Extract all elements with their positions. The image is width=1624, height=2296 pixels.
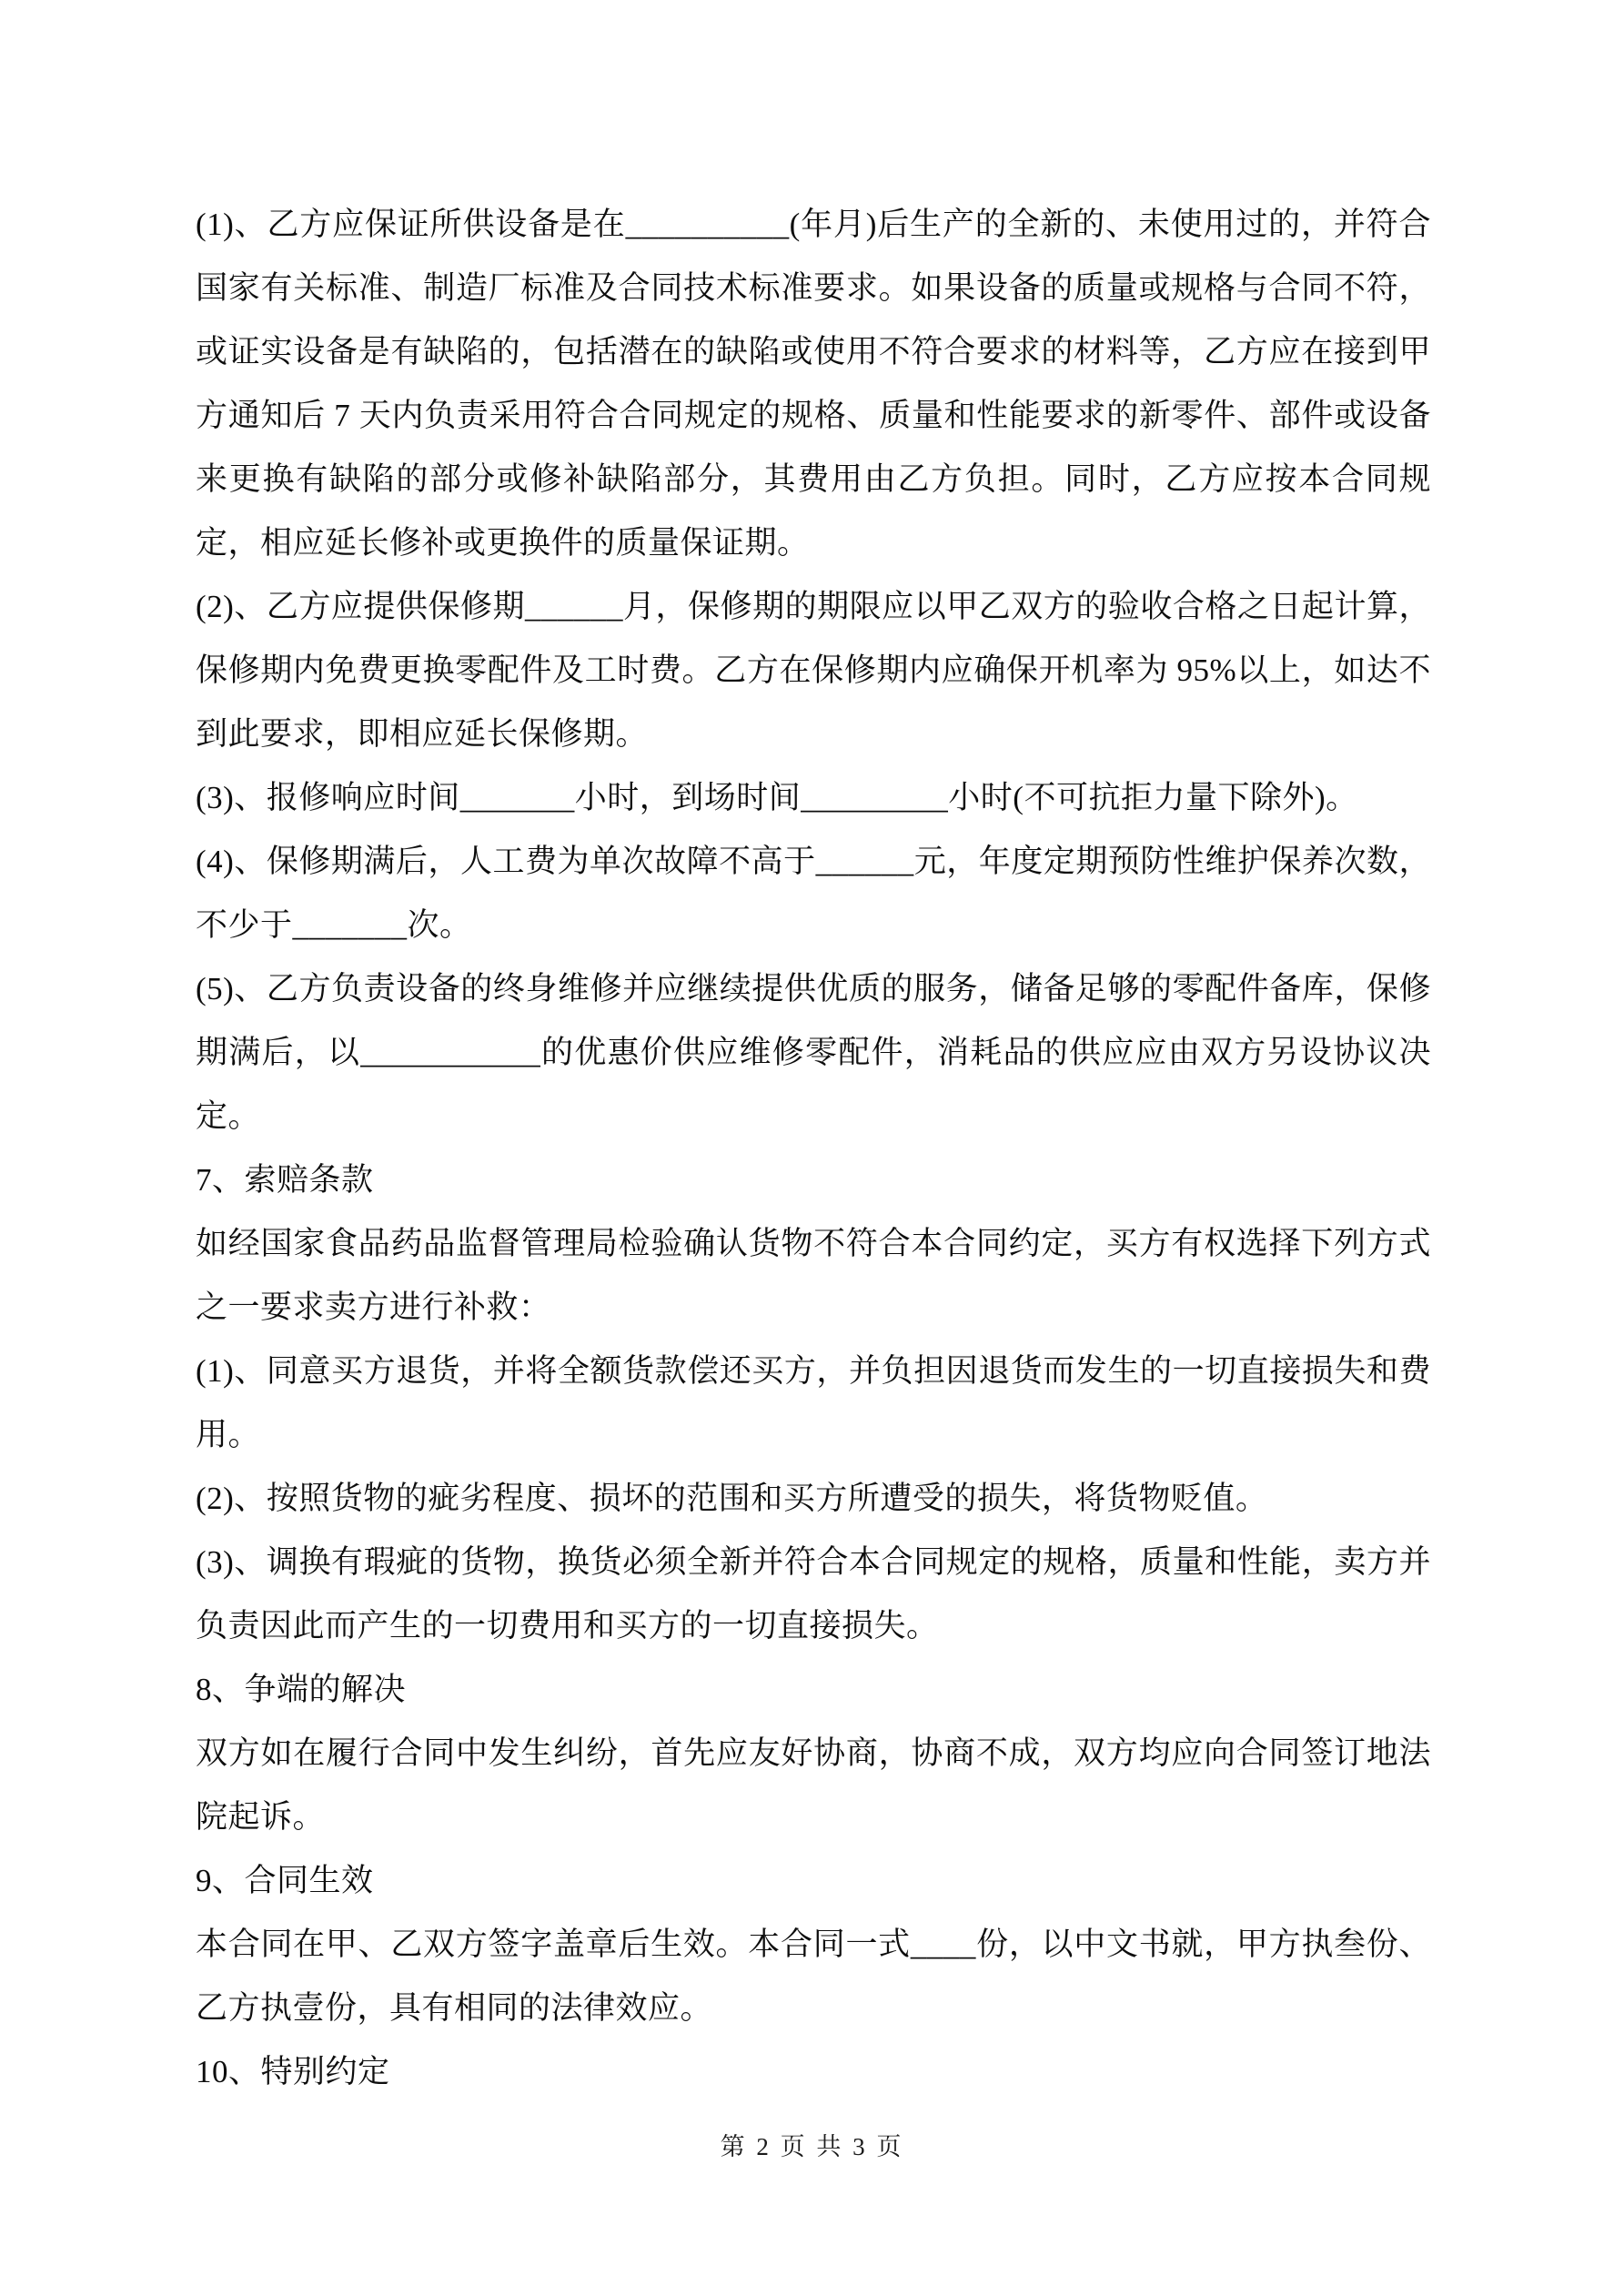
clause-quality-1-new-equipment: (1)、乙方应保证所供设备是在__________(年月)后生产的全新的、未使用过的，并符合国家有关标准、制造厂标准及合同技术标准要求。如果设备的质量或规格与合同不符，或证实设备是有缺陷的，包括潜在的缺陷或使用不符合要求的材料等，乙方应在接到甲方通知后 7 天内负责采用符合合同规定的规格、质量和性能要求的新零件、部件或设备来更换有缺陷的部分或修补缺陷部分，其费用由乙方负担。同时，乙方应按本合同规定，相应延长修补或更换件的质量保证期。	[196, 207, 1431, 561]
contract-body	[196, 193, 1431, 2104]
clause-quality-3-response-time: (3)、报修响应时间_______小时，到场时间_________小时(不可抗拒力量下除外)。	[196, 780, 1358, 815]
clause-quality-4-labor-fee: (4)、保修期满后，人工费为单次故障不高于______元，年度定期预防性维护保养次数，不少于_______次。	[196, 844, 1431, 943]
clause-quality-5-lifetime-maintenance: (5)、乙方负责设备的终身维修并应继续提供优质的服务，储备足够的零配件备库，保修期满后，以___________的优惠价供应维修零配件，消耗品的供应应由双方另设协议决定。	[196, 971, 1431, 1134]
clause-claims-1-return-goods: (1)、同意买方退货，并将全额货款偿还买方，并负担因退货而发生的一切直接损失和费用。	[196, 1353, 1431, 1452]
clause-dispute-resolution: 双方如在履行合同中发生纠纷，首先应友好协商，协商不成，双方均应向合同签订地法院起诉。	[196, 1735, 1431, 1835]
clause-quality-2-warranty-period: (2)、乙方应提供保修期______月，保修期的期限应以甲乙双方的验收合格之日起计算，保修期内免费更换零配件及工时费。乙方在保修期内应确保开机率为 95%以上，如达不到此要求，即相应延长保修期。	[196, 589, 1431, 752]
clause-contract-effectiveness: 本合同在甲、乙双方签字盖章后生效。本合同一式____份，以中文书就，甲方执叁份、乙方执壹份，具有相同的法律效应。	[196, 1927, 1431, 2026]
page-footer	[0, 2127, 1624, 2162]
page-number-indicator: 第 2 页 共 3 页	[720, 2133, 904, 2160]
section-10-special-provisions-heading: 10、特别约定	[196, 2054, 390, 2089]
clause-claims-intro: 如经国家食品药品监督管理局检验确认货物不符合本合同约定，买方有权选择下列方式之一要求卖方进行补救：	[196, 1226, 1431, 1325]
clause-claims-3-replace-goods: (3)、调换有瑕疵的货物，换货必须全新并符合本合同规定的规格，质量和性能，卖方并负责因此而产生的一切费用和买方的一切直接损失。	[196, 1544, 1431, 1644]
section-8-dispute-heading: 8、争端的解决	[196, 1672, 407, 1707]
clause-claims-2-devalue-goods: (2)、按照货物的疵劣程度、损坏的范围和买方所遭受的损失，将货物贬值。	[196, 1481, 1268, 1516]
section-9-effectiveness-heading: 9、合同生效	[196, 1863, 374, 1898]
section-7-claims-heading: 7、索赔条款	[196, 1162, 374, 1198]
